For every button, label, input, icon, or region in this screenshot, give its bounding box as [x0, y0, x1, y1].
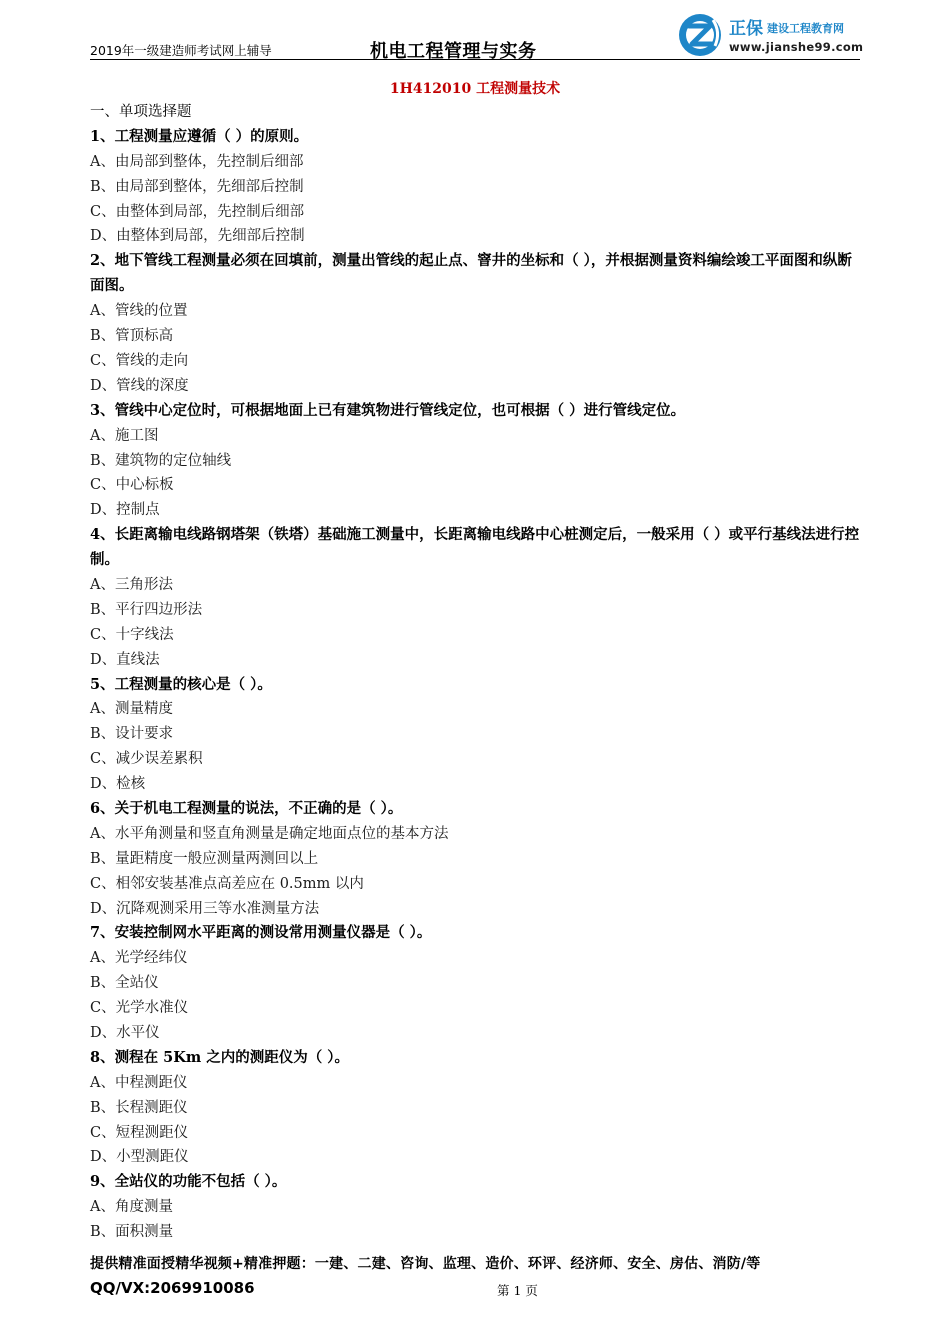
logo-url: www.jianshe99.com: [729, 40, 864, 54]
answer-option: C、管线的走向: [90, 352, 189, 369]
answer-option: C、由整体到局部，先控制后细部: [90, 203, 305, 220]
answer-option: A、测量精度: [90, 701, 173, 718]
answer-option: C、光学水准仪: [90, 1000, 189, 1017]
question-stem: 8、测程在 5Km 之内的测距仪为（ ）。: [90, 1048, 350, 1066]
answer-option: A、水平角测量和竖直角测量是确定地面点位的基本方法: [90, 825, 449, 842]
footer-contact: QQ/VX:2069910086: [90, 1279, 255, 1297]
answer-option: D、管线的深度: [90, 377, 189, 394]
question-list: [90, 100, 862, 1245]
answer-option: C、相邻安装基准点高差应在 0.5mm 以内: [90, 875, 364, 892]
answer-option: B、面积测量: [90, 1224, 174, 1241]
answer-option: B、平行四边形法: [90, 601, 203, 618]
answer-option: D、水平仪: [90, 1025, 160, 1042]
answer-option: B、设计要求: [90, 726, 174, 743]
answer-option: B、建筑物的定位轴线: [90, 452, 232, 469]
answer-option: D、控制点: [90, 502, 160, 519]
question-stem: 4、长距离输电线路钢塔架（铁塔）基础施工测量中，长距离输电线路中心桩测定后，一般采用（ ）或平行基线法进行控制。: [90, 526, 860, 569]
answer-option: A、角度测量: [90, 1199, 173, 1216]
answer-option: A、施工图: [90, 427, 159, 444]
answer-option: C、短程测距仪: [90, 1124, 189, 1141]
header-subject-title: 机电工程管理与实务: [370, 41, 537, 62]
answer-option: D、检核: [90, 776, 146, 793]
answer-option: C、十字线法: [90, 626, 174, 643]
answer-option: A、管线的位置: [90, 303, 188, 320]
answer-option: A、光学经纬仪: [90, 950, 188, 967]
answer-option: A、由局部到整体，先控制后细部: [90, 153, 304, 170]
page-footer: [90, 1253, 862, 1298]
question-stem: 6、关于机电工程测量的说法，不正确的是（ ）。: [90, 800, 403, 817]
answer-option: B、由局部到整体，先细部后控制: [90, 178, 304, 195]
section-title: 1H412010 工程测量技术: [389, 81, 561, 97]
footer-promo-text: 提供精准面授精华视频+精准押题：一建、二建、咨询、监理、造价、环评、经济师、安全、房估、消防/等: [90, 1256, 761, 1272]
answer-option: A、三角形法: [90, 576, 173, 593]
question-stem: 9、全站仪的功能不包括（ ）。: [90, 1173, 287, 1191]
answer-option: C、中心标板: [90, 477, 174, 494]
header-divider: [90, 59, 860, 60]
answer-option: D、由整体到局部，先细部后控制: [90, 228, 305, 245]
header-course-label: 2019年一级建造师考试网上辅导: [90, 43, 272, 58]
question-stem: 5、工程测量的核心是（ ）。: [90, 675, 272, 693]
answer-option: B、全站仪: [90, 975, 159, 992]
logo-tagline: 建设工程教育网: [767, 22, 844, 35]
question-stem: 3、管线中心定位时，可根据地面上已有建筑物进行管线定位，也可根据（ ）进行管线定位。: [90, 401, 686, 419]
answer-option: B、量距精度一般应测量两测回以上: [90, 850, 319, 867]
answer-option: D、直线法: [90, 651, 160, 668]
answer-option: C、减少误差累积: [90, 751, 203, 768]
question-stem: 7、安装控制网水平距离的测设常用测量仪器是（ ）。: [90, 924, 432, 942]
answer-option: B、管顶标高: [90, 328, 174, 345]
logo-brand-name: 正保: [729, 19, 763, 39]
question-stem: 2、地下管线工程测量必须在回填前，测量出管线的起止点、窨井的坐标和（ ），并根据测量资料编绘竣工平面图和纵断面图。: [90, 252, 852, 295]
answer-option: D、小型测距仪: [90, 1149, 189, 1166]
answer-option: B、长程测距仪: [90, 1099, 188, 1116]
page-header: [90, 10, 864, 62]
question-stem: 1、工程测量应遵循（ ）的原则。: [90, 127, 309, 145]
page-number: 第 1 页: [497, 1283, 538, 1298]
part-title: 一、单项选择题: [90, 104, 192, 120]
answer-option: A、中程测距仪: [90, 1074, 188, 1091]
brand-logo: [677, 12, 877, 60]
answer-option: D、沉降观测采用三等水准测量方法: [90, 900, 320, 917]
brand-swirl-icon: [677, 12, 723, 58]
